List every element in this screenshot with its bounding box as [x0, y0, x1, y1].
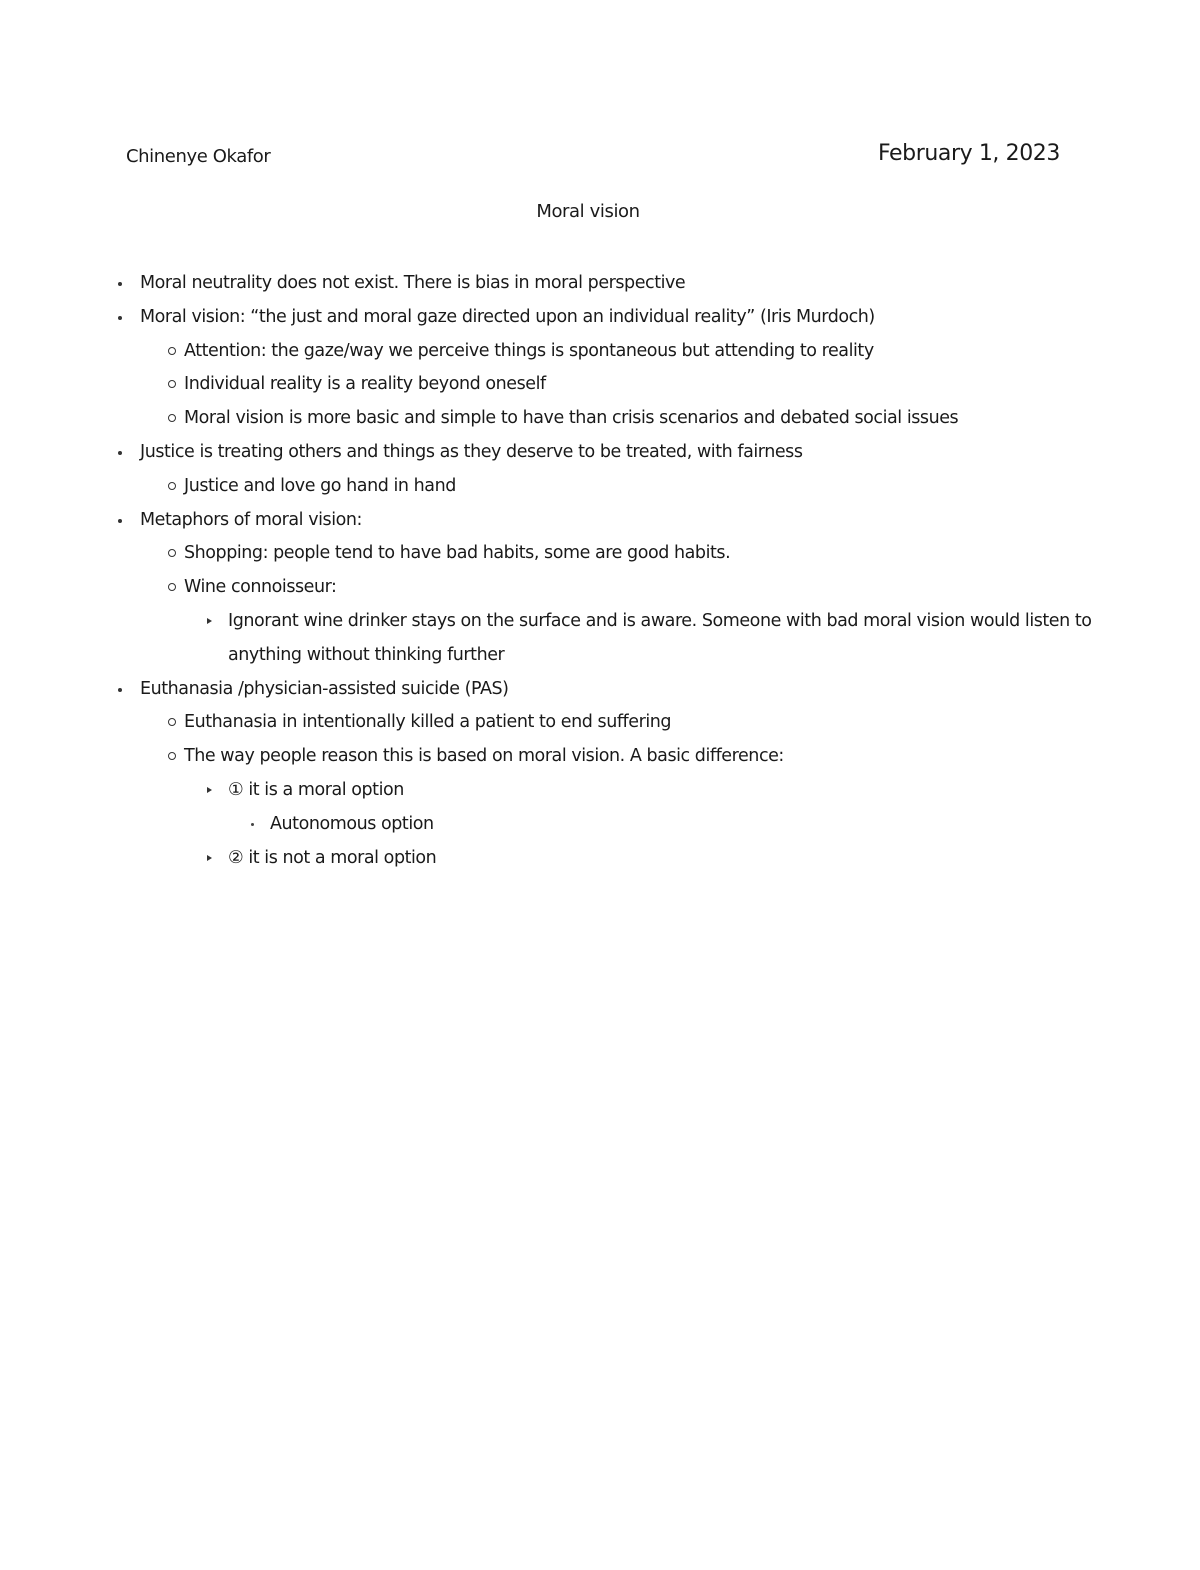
bullet-arrow-icon [207, 787, 212, 793]
note-item-level-4: Autonomous option [270, 813, 434, 834]
bullet-dot-icon [118, 316, 122, 320]
note-item-level-1: Euthanasia /physician-assisted suicide (PAS) [140, 678, 509, 699]
bullet-circle-icon [168, 482, 176, 490]
note-item-level-3: Ignorant wine drinker stays on the surface and is aware. Someone with bad moral vision would listen to [228, 611, 1092, 631]
bullet-dot-icon [118, 688, 122, 692]
note-item-level-1: Moral neutrality does not exist. There is bias in moral perspective [140, 273, 686, 293]
note-item-level-1: Moral vision: “the just and moral gaze directed upon an individual reality” (Iris Murdoch) [140, 306, 875, 327]
bullet-dot-icon [118, 282, 122, 286]
bullet-circle-icon [168, 752, 176, 760]
page-title: Moral vision [536, 201, 640, 222]
bullet-small-dot-icon [251, 823, 254, 826]
author-name: Chinenye Okafor [126, 146, 271, 167]
note-item-level-2: The way people reason this is based on moral vision. A basic difference: [184, 746, 784, 767]
note-line-continuation: anything without thinking further [228, 644, 505, 665]
note-item-level-1: Metaphors of moral vision: [140, 509, 362, 530]
bullet-circle-icon [168, 718, 176, 726]
bullet-arrow-icon [207, 618, 212, 624]
note-item-level-2: Shopping: people tend to have bad habits, some are good habits. [184, 543, 731, 564]
note-item-level-2: Euthanasia in intentionally killed a patient to end suffering [184, 712, 672, 733]
bullet-circle-icon [168, 414, 176, 422]
bullet-dot-icon [118, 451, 122, 455]
bullet-circle-icon [168, 583, 176, 591]
note-item-level-3: ② it is not a moral option [228, 847, 437, 868]
note-item-level-2: Moral vision is more basic and simple to have than crisis scenarios and debated social issues [184, 408, 959, 429]
note-item-level-2: Justice and love go hand in hand [184, 475, 456, 496]
note-item-level-2: Individual reality is a reality beyond oneself [184, 374, 546, 395]
note-item-level-3: ① it is a moral option [228, 780, 404, 800]
note-item-level-2: Wine connoisseur: [184, 577, 337, 598]
bullet-circle-icon [168, 549, 176, 557]
bullet-dot-icon [118, 519, 122, 523]
bullet-arrow-icon [207, 855, 212, 861]
bullet-circle-icon [168, 347, 176, 355]
bullet-circle-icon [168, 380, 176, 388]
note-date: February 1, 2023 [877, 141, 1060, 166]
note-item-level-1: Justice is treating others and things as they deserve to be treated, with fairness [140, 442, 803, 462]
note-item-level-2: Attention: the gaze/way we perceive things is spontaneous but attending to reality [184, 340, 874, 361]
